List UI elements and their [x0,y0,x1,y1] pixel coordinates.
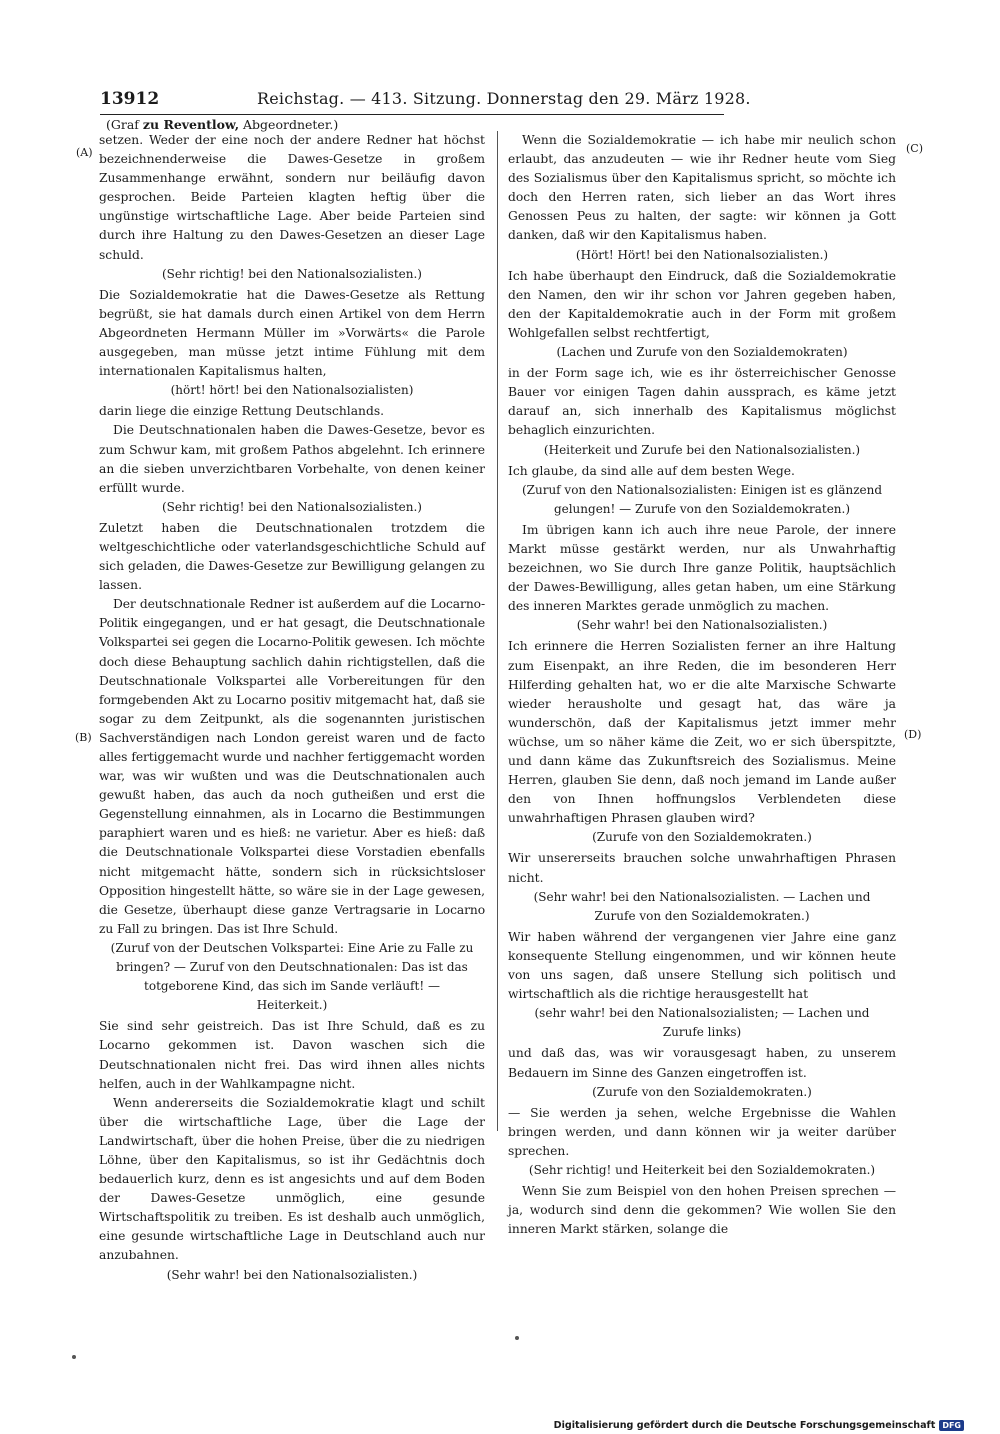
margin-marker-a: (A) [76,146,93,159]
interjection: (Sehr richtig! bei den Nationalsozialisten.) [162,266,422,281]
interjection: (Lachen und Zurufe von den Sozialdemokraten) [556,345,848,360]
interjection: (Sehr richtig! bei den Nationalsozialisten.) [162,499,422,514]
stray-mark [72,1355,76,1359]
paragraph: und daß das, was wir vorausgesagt haben, zu unserem Bedauern im Sinne des Ganzen eingetroffen ist. [508,1046,896,1080]
margin-marker-c: (C) [906,142,923,155]
margin-marker-b: (B) [75,731,92,744]
left-column [99,131,485,1287]
paragraph: — Sie werden ja sehen, welche Ergebnisse die Wahlen bringen werden, und dann können wir ja weiter darüber sprechen. [508,1105,896,1158]
interjection: (Sehr wahr! bei den Nationalsozialisten.) [166,1267,418,1282]
margin-marker-d: (D) [904,728,922,741]
interjection: (Zurufe von den Sozialdemokraten.) [592,830,812,845]
interjection: (Heiterkeit und Zurufe bei den Nationalsozialisten.) [543,442,861,457]
footer-text: Digitalisierung gefördert durch die Deutsche Forschungsgemeinschaft [553,1419,936,1431]
paragraph: Wir haben während der vergangenen vier Jahre eine ganz konsequente Stellung eingenommen, und wir können heute von uns sagen, daß unsere Stellung sich politisch und wirtschaftlich als die richtige herausgestellt hat [508,929,896,1002]
speaker-open: (Graf [106,117,139,132]
paragraph: Wir unsererseits brauchen solche unwahrhaftigen Phrasen nicht. [508,851,896,885]
paragraph: Wenn Sie zum Beispiel von den hohen Preisen sprechen — ja, wodurch sind denn die gekommen? Wie wollen Sie den inneren Markt stärken, solange die [508,1184,896,1237]
column-divider [497,131,498,1131]
running-title: Reichstag. — 413. Sitzung. Donnerstag den 29. März 1928. [257,89,751,108]
speaker-name: zu Reventlow, [142,117,240,132]
interjection: (sehr wahr! bei den Nationalsozialisten; — Lachen und Zurufe links) [534,1006,870,1040]
interjection: (Hört! Hört! bei den Nationalsozialisten.) [575,247,829,262]
footer [554,1417,964,1433]
page-header [100,89,751,113]
header-rule [100,114,724,115]
paragraph: Sie sind sehr geistreich. Das ist Ihre Schuld, daß es zu Locarno gekommen ist. Davon waschen sich die Deutschnationalen nicht frei. Das wird ihnen alles nichts helfen, auch in der Wahlkampagne nicht. [99,1019,485,1091]
interjection: (Sehr richtig! und Heiterkeit bei den Sozialdemokraten.) [528,1162,876,1177]
paragraph: setzen. Weder der eine noch der andere Redner hat höchst bezeichnenderweise die Dawes-Gesetze in großem Zusammenhange erwähnt, sondern nur beiläufig davon gesprochen. Beide Parteien klagten heftig über die ungünstige wirtschaftliche Lage. Aber beide Parteien sind durch ihre Haltung zu den Dawes-Gesetzen an dieser Lage schuld. [99,133,485,262]
paragraph: in der Form sage ich, wie es ihr österreichischer Genosse Bauer vor einigen Tagen dahin aussprach, es käme jetzt darauf an, sich innerhalb des Kapitalismus möglichst behaglich einzurichten. [508,366,896,438]
paragraph: Wenn andererseits die Sozialdemokratie klagt und schilt über die wirtschaftliche Lage, über die Lage der Landwirtschaft, über die hohen Preise, über die zu niedrigen Löhne, über den Kapitalismus, so ist ihr Gedächtnis doch bedauerlich kurz, denn es ist angesichts und auf dem Boden der Dawes-Gesetze unmöglich, eine gesunde Wirtschaftspolitik zu treiben. Es ist deshalb auch unmöglich, eine gesunde wirtschaftliche Lage in Deutschland auch nur anzubahnen. [99,1095,485,1263]
paragraph: Wenn die Sozialdemokratie — ich habe mir neulich schon erlaubt, das anzudeuten — wie ihr Redner heute vom Sieg des Sozialismus über den Kapitalismus spricht, so möchte ich doch den Herren raten, sich lieber an das Wort ihres Genossen Peus zu halten, der sagte: wir können ja Gott danken, daß wir den Kapitalismus haben. [508,133,896,243]
paragraph: Ich habe überhaupt den Eindruck, daß die Sozialdemokratie den Namen, den wir ihr schon vor Jahren gegeben haben, den der Kapitaldemokratie auch in der Form mit großem Wohlgefallen selbst rechtfertigt, [508,268,896,340]
interjection: (Zuruf von der Deutschen Volkspartei: Eine Arie zu Falle zu bringen? — Zuruf von den Deutschnationalen: Das ist das totgeborene Kind, das sich im Sande verläuft! — Heiterkeit.) [110,940,474,1013]
stray-mark [515,1336,519,1340]
paragraph: Der deutschnationale Redner ist außerdem auf die Locarno-Politik eingegangen, und er hat gesagt, die Deutschnationale Volkspartei sei gegen die Locarno-Politik gewesen. Ich möchte doch diese Behauptung sachlich dahin richtigstellen, daß die Deutschnationale Volkspartei alle Vorbereitungen für den formgebenden Akt zu Locarno positiv mitgemacht hat, daß sie sogar zu dem Zeitpunkt, als die sogenannten juristischen Sachverständigen nach London gereist waren und de facto alles fertiggemacht wurde und nachher fertiggemacht worden war, was wir wußten und was die Deutschnationalen auch gewußt haben, das auch da noch gutheißen und erst die Gegenstellung einnahmen, als in Locarno die Bestimmungen paraphiert waren und es hieß: ne varietur. Aber es hieß: daß die Deutschnationale Volkspartei diese Vorstadien ebenfalls nicht mitgemacht hätte, sondern sich in rücksichtsloser Opposition hingestellt hätte, so wäre sie in der Lage gewesen, die Gesetze, überhaupt diese ganze Vertragsarie in Locarno zu Fall zu bringen. Das ist Ihre Schuld. [99,597,485,936]
paragraph: Ich erinnere die Herren Sozialisten ferner an ihre Haltung zum Eisenpakt, an ihre Reden, die im besonderen Herr Hilferding gehalten hat, wo er die alte Marxische Schwarte wieder herausholte und gesagt hat, das wäre ja wunderschön, daß der Kapitalismus jetzt immer mehr wüchse, um so näher käme die Zeit, wo er sich überspitzte, und dann käme das Zukunftsreich des Sozialismus. Meine Herren, glauben Sie denn, daß noch jemand im Lande außer den von Ihnen hoffnungslos Verblendeten diese unwahrhaftigen Phrasen glauben wird? [508,639,896,826]
paragraph: Die Deutschnationalen haben die Dawes-Gesetze, bevor es zum Schwur kam, mit großem Pathos abgelehnt. Ich erinnere an die sieben unverzichtbaren Vorbehalte, von denen keiner erfüllt wurde. [99,423,485,495]
paragraph: Zuletzt haben die Deutschnationalen trotzdem die weltgeschichtliche oder vaterlandsgeschichtliche Schuld auf sich geladen, die Dawes-Gesetze zur Bewilligung gelangen zu lassen. [99,520,485,593]
interjection: (hört! hört! bei den Nationalsozialisten) [170,383,414,398]
speaker-role: Abgeordneter.) [243,117,339,132]
speaker-line [106,117,338,132]
interjection: (Sehr wahr! bei den Nationalsozialisten.) [576,618,828,633]
paragraph: Die Sozialdemokratie hat die Dawes-Gesetze als Rettung begrüßt, sie hat damals durch einen Artikel von dem Herrn Abgeordneten Hermann Müller im »Vorwärts« die Parole ausgegeben, man müsse jetzt intime Fühlung mit dem internationalen Kapitalismus halten, [99,287,485,379]
interjection: (Sehr wahr! bei den Nationalsozialisten. — Lachen und Zurufe von den Sozialdemokraten.) [533,889,871,923]
right-column [508,131,896,1239]
paragraph: Ich glaube, da sind alle auf dem besten Wege. [508,463,795,478]
interjection: (Zurufe von den Sozialdemokraten.) [592,1084,812,1099]
interjection: (Zuruf von den Nationalsozialisten: Einigen ist es glänzend gelungen! — Zurufe von den Sozialdemokraten.) [521,482,883,516]
dfg-logo-icon: DFG [939,1420,964,1431]
paragraph: darin liege die einzige Rettung Deutschlands. [99,404,385,419]
paragraph: Im übrigen kann ich auch ihre neue Parole, der innere Markt müsse gestärkt werden, nur als Unwahrhaftig bezeichnen, wo Sie durch Ihre ganze Politik, hauptsächlich der Dawes-Bewilligung, alles getan haben, um eine Stärkung des inneren Marktes gerade unmöglich zu machen. [508,522,896,614]
page-number: 13912 [100,89,160,109]
